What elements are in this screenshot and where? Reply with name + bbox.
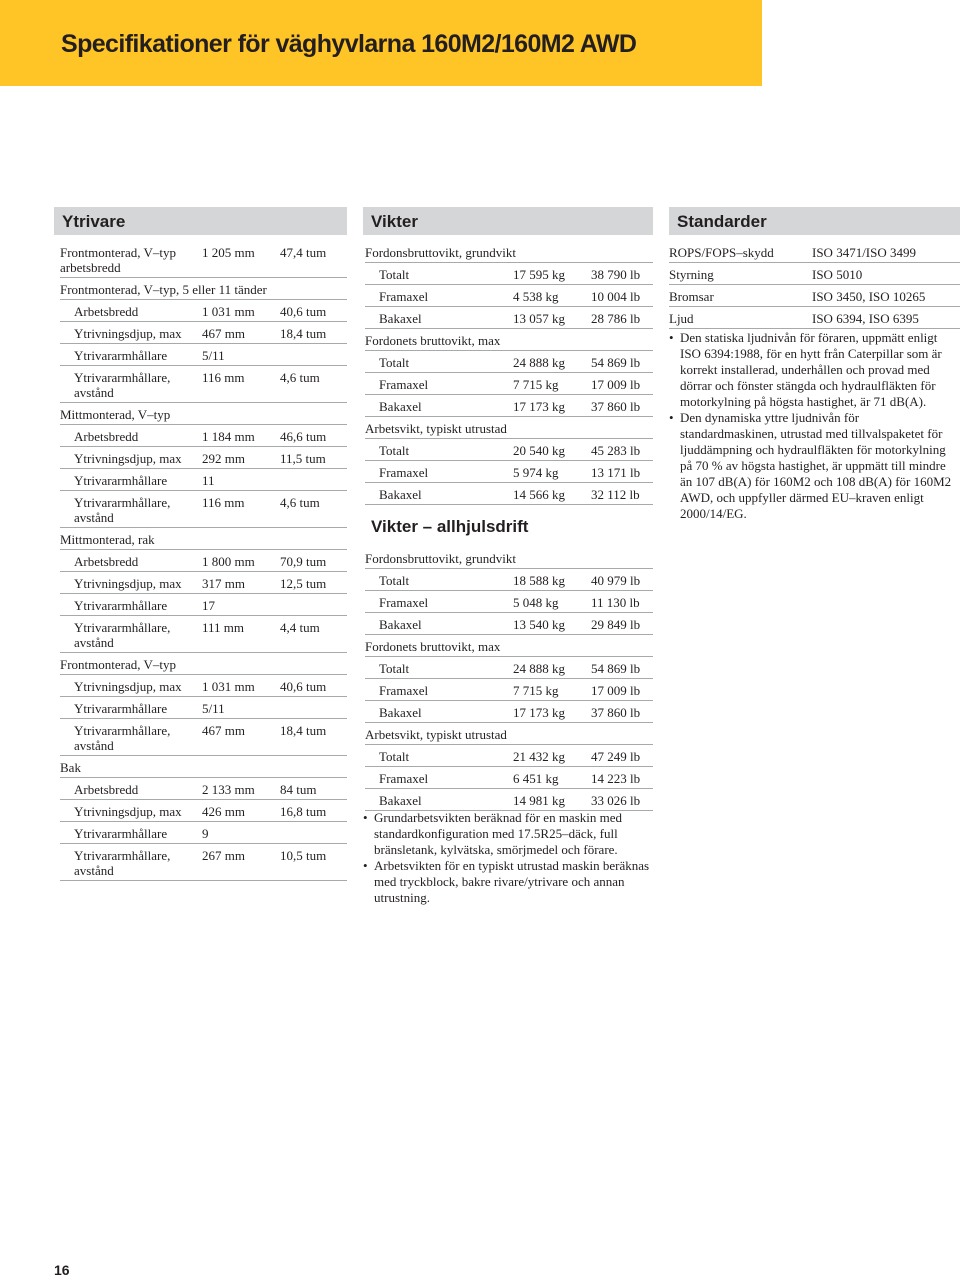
spec-value-metric: 20 540 kg xyxy=(513,443,565,458)
spec-value-metric: 14 981 kg xyxy=(513,793,565,808)
spec-label: Ytrivningsdjup, max xyxy=(74,679,182,694)
spec-value-metric: ISO 5010 xyxy=(812,267,863,282)
spec-label: Ytrivningsdjup, max xyxy=(74,326,182,341)
spec-row xyxy=(365,723,653,745)
spec-value-metric: 24 888 kg xyxy=(513,661,565,676)
spec-row xyxy=(365,373,653,395)
spec-row xyxy=(365,351,653,373)
spec-value-metric: 1 031 mm xyxy=(202,679,255,694)
spec-value-metric: ISO 3471/ISO 3499 xyxy=(812,245,917,260)
spec-row xyxy=(365,569,653,591)
spec-label: Framaxel xyxy=(379,683,429,698)
spec-row xyxy=(365,417,653,439)
spec-row xyxy=(365,285,653,307)
spec-value-metric: 5 048 kg xyxy=(513,595,559,610)
spec-row xyxy=(669,307,960,329)
spec-value-imperial: 54 869 lb xyxy=(591,355,641,370)
spec-value-metric: 11 xyxy=(202,473,215,488)
spec-row xyxy=(365,745,653,767)
spec-label: Frontmonterad, V–typ xyxy=(60,657,177,672)
spec-value-metric: 5/11 xyxy=(202,701,225,716)
spec-row xyxy=(60,756,347,778)
spec-row xyxy=(60,572,347,594)
spec-value-imperial: 47,4 tum xyxy=(280,245,327,260)
spec-row xyxy=(60,822,347,844)
spec-value-metric: 7 715 kg xyxy=(513,683,559,698)
spec-row xyxy=(60,278,347,300)
spec-row xyxy=(60,844,347,881)
spec-value-metric: 7 715 kg xyxy=(513,377,559,392)
spec-label: Fordonets bruttovikt, max xyxy=(365,333,501,348)
spec-row xyxy=(365,679,653,701)
spec-value-imperial: 14 223 lb xyxy=(591,771,641,786)
spec-label: Framaxel xyxy=(379,771,429,786)
spec-row xyxy=(365,307,653,329)
spec-label: Framaxel xyxy=(379,595,429,610)
spec-label: Framaxel xyxy=(379,465,429,480)
spec-value-metric: 17 173 kg xyxy=(513,399,565,414)
spec-value-metric: 467 mm xyxy=(202,326,245,341)
spec-value-metric: 467 mm xyxy=(202,723,245,738)
spec-value-metric: 292 mm xyxy=(202,451,245,466)
spec-label: Ytrivararmhållare, avstånd xyxy=(74,723,171,753)
spec-label: Arbetsbredd xyxy=(74,782,139,797)
spec-row xyxy=(60,469,347,491)
spec-value-metric: 5/11 xyxy=(202,348,225,363)
spec-label: Totalt xyxy=(379,661,410,676)
spec-row xyxy=(669,241,960,263)
spec-value-imperial: 13 171 lb xyxy=(591,465,641,480)
spec-value-imperial: 10,5 tum xyxy=(280,848,327,863)
spec-value-imperial: 10 004 lb xyxy=(591,289,641,304)
spec-value-metric: 13 540 kg xyxy=(513,617,565,632)
footnote: • Arbetsvikten för en typiskt utrustad maskin beräknas med tryckblock, bakre rivare/ytrivare och annan utrustning. xyxy=(363,858,653,906)
spec-value-imperial: 17 009 lb xyxy=(591,377,641,392)
spec-row xyxy=(669,285,960,307)
spec-value-imperial: 40,6 tum xyxy=(280,304,327,319)
vikter-awd-heading: Vikter – allhjulsdrift xyxy=(371,512,653,540)
spec-value-metric: 1 184 mm xyxy=(202,429,255,444)
spec-label: Ytrivararmhållare, avstånd xyxy=(74,495,171,525)
spec-label: Framaxel xyxy=(379,377,429,392)
spec-label: Ytrivningsdjup, max xyxy=(74,576,182,591)
spec-label: Bakaxel xyxy=(379,311,422,326)
spec-label: Bakaxel xyxy=(379,617,422,632)
spec-value-imperial: 17 009 lb xyxy=(591,683,641,698)
spec-value-imperial: 12,5 tum xyxy=(280,576,327,591)
spec-row xyxy=(60,653,347,675)
spec-row xyxy=(60,719,347,756)
spec-row xyxy=(365,591,653,613)
spec-row xyxy=(365,701,653,723)
spec-label: Totalt xyxy=(379,443,410,458)
spec-row xyxy=(365,263,653,285)
spec-value-imperial: 47 249 lb xyxy=(591,749,641,764)
spec-label: Fordonsbruttovikt, grundvikt xyxy=(365,245,516,260)
vikter-notes xyxy=(363,810,653,906)
spec-value-metric: 1 800 mm xyxy=(202,554,255,569)
spec-value-metric: 116 mm xyxy=(202,495,245,510)
page-number: 16 xyxy=(54,1262,70,1278)
spec-label: Mittmonterad, V–typ xyxy=(60,407,171,422)
spec-label: Frontmonterad, V–typ, 5 eller 11 tänder xyxy=(60,282,267,297)
title-banner xyxy=(0,0,762,86)
spec-value-metric: 317 mm xyxy=(202,576,245,591)
spec-row xyxy=(365,547,653,569)
spec-label: Bakaxel xyxy=(379,793,422,808)
spec-value-metric: 1 031 mm xyxy=(202,304,255,319)
spec-value-imperial: 4,4 tum xyxy=(280,620,320,635)
spec-label: Arbetsvikt, typiskt utrustad xyxy=(365,727,507,742)
spec-row xyxy=(60,344,347,366)
spec-label: Bakaxel xyxy=(379,705,422,720)
spec-label: Ytrivararmhållare xyxy=(74,826,168,841)
spec-label: Ytrivararmhållare, avstånd xyxy=(74,848,171,878)
spec-value-metric: 4 538 kg xyxy=(513,289,559,304)
spec-row xyxy=(60,528,347,550)
spec-row xyxy=(60,675,347,697)
footnote: • Grundarbetsvikten beräknad för en maskin med standardkonfiguration med 17.5R25–däck, full bränsletank, kylvätska, smörjmedel och förare. xyxy=(363,810,653,858)
spec-label: Totalt xyxy=(379,749,410,764)
spec-label: Fordonets bruttovikt, max xyxy=(365,639,501,654)
spec-label: Ytrivararmhållare xyxy=(74,473,168,488)
spec-value-imperial: 45 283 lb xyxy=(591,443,641,458)
spec-value-metric: 14 566 kg xyxy=(513,487,565,502)
spec-value-imperial: 70,9 tum xyxy=(280,554,327,569)
spec-label: Styrning xyxy=(669,267,714,282)
spec-row xyxy=(60,366,347,403)
standarder-notes xyxy=(669,330,959,522)
spec-value-metric: 13 057 kg xyxy=(513,311,565,326)
spec-label: Framaxel xyxy=(379,289,429,304)
spec-row xyxy=(60,491,347,528)
spec-row xyxy=(365,789,653,811)
ytrivare-table xyxy=(60,241,347,881)
spec-label: Totalt xyxy=(379,573,410,588)
spec-label: Arbetsbredd xyxy=(74,304,139,319)
spec-row xyxy=(60,616,347,653)
spec-value-metric: 111 mm xyxy=(202,620,245,635)
spec-value-imperial: 40 979 lb xyxy=(591,573,641,588)
spec-row xyxy=(365,483,653,505)
footnote: • Den dynamiska yttre ljudnivån för standardmaskinen, utrustad med tillvalspaketet för ljuddämpning och hydraulfläkten för motorkylning på 70 % av högsta hastighet, är uppmätt till mindre än 107 dB(A) för 160M2 och 108 dB(A) för 160M2 AWD, och uppfyller därmed EU–kraven enligt 2000/14/EG. xyxy=(669,410,959,522)
spec-row xyxy=(365,241,653,263)
spec-row xyxy=(365,329,653,351)
spec-value-imperial: 37 860 lb xyxy=(591,705,641,720)
spec-label: Frontmonterad, V–typ arbetsbredd xyxy=(60,245,177,275)
spec-value-metric: 17 595 kg xyxy=(513,267,565,282)
spec-row xyxy=(60,594,347,616)
spec-value-imperial: 11 130 lb xyxy=(591,595,640,610)
spec-value-imperial: 18,4 tum xyxy=(280,723,327,738)
spec-label: Totalt xyxy=(379,355,410,370)
spec-label: Ytrivararmhållare xyxy=(74,701,168,716)
spec-value-imperial: 28 786 lb xyxy=(591,311,641,326)
spec-value-metric: 9 xyxy=(202,826,209,841)
spec-value-metric: 21 432 kg xyxy=(513,749,565,764)
spec-value-metric: 267 mm xyxy=(202,848,245,863)
spec-value-imperial: 18,4 tum xyxy=(280,326,327,341)
spec-value-imperial: 37 860 lb xyxy=(591,399,641,414)
spec-row xyxy=(365,461,653,483)
spec-value-metric: ISO 3450, ISO 10265 xyxy=(812,289,926,304)
spec-row xyxy=(60,403,347,425)
spec-value-imperial: 46,6 tum xyxy=(280,429,327,444)
spec-value-metric: 24 888 kg xyxy=(513,355,565,370)
spec-label: Ytrivningsdjup, max xyxy=(74,804,182,819)
spec-row xyxy=(365,657,653,679)
spec-row xyxy=(365,635,653,657)
spec-value-imperial: 33 026 lb xyxy=(591,793,641,808)
spec-label: Ytrivararmhållare xyxy=(74,598,168,613)
spec-label: Ytrivararmhållare, avstånd xyxy=(74,620,171,650)
spec-row xyxy=(60,697,347,719)
spec-row xyxy=(365,395,653,417)
spec-value-metric: 116 mm xyxy=(202,370,245,385)
spec-label: Totalt xyxy=(379,267,410,282)
standarder-table xyxy=(669,241,960,329)
spec-label: Bak xyxy=(60,760,81,775)
spec-value-metric: 17 173 kg xyxy=(513,705,565,720)
spec-value-metric: 5 974 kg xyxy=(513,465,559,480)
spec-row xyxy=(60,241,347,278)
spec-value-imperial: 40,6 tum xyxy=(280,679,327,694)
spec-row xyxy=(60,447,347,469)
spec-value-metric: 1 205 mm xyxy=(202,245,255,260)
spec-row xyxy=(60,550,347,572)
standarder-heading: Standarder xyxy=(669,207,960,235)
spec-row xyxy=(60,425,347,447)
footnote: • Den statiska ljudnivån för föraren, uppmätt enligt ISO 6394:1988, för en hytt från Caterpillar som är korrekt installerad, underhållen och provad med dörrar och fönster stängda och hydraulfläkten för motorkylning på högsta hastighet, är 71 dB(A). xyxy=(669,330,959,410)
spec-label: Arbetsbredd xyxy=(74,429,139,444)
spec-label: Ytrivningsdjup, max xyxy=(74,451,182,466)
vikter-table xyxy=(365,241,653,505)
spec-label: ROPS/FOPS–skydd xyxy=(669,245,774,260)
spec-label: Ljud xyxy=(669,311,694,326)
spec-value-metric: 426 mm xyxy=(202,804,245,819)
spec-row xyxy=(669,263,960,285)
spec-row xyxy=(60,778,347,800)
spec-value-imperial: 4,6 tum xyxy=(280,370,320,385)
spec-value-imperial: 38 790 lb xyxy=(591,267,641,282)
spec-value-metric: ISO 6394, ISO 6395 xyxy=(812,311,919,326)
spec-value-imperial: 4,6 tum xyxy=(280,495,320,510)
spec-label: Bakaxel xyxy=(379,399,422,414)
spec-row xyxy=(365,767,653,789)
spec-label: Arbetsvikt, typiskt utrustad xyxy=(365,421,507,436)
spec-value-imperial: 29 849 lb xyxy=(591,617,641,632)
vikter-awd-table xyxy=(365,547,653,811)
vikter-heading: Vikter xyxy=(363,207,653,235)
spec-row xyxy=(365,613,653,635)
spec-value-imperial: 11,5 tum xyxy=(280,451,326,466)
spec-value-imperial: 84 tum xyxy=(280,782,317,797)
spec-value-metric: 6 451 kg xyxy=(513,771,559,786)
spec-value-imperial: 16,8 tum xyxy=(280,804,327,819)
spec-label: Mittmonterad, rak xyxy=(60,532,155,547)
spec-label: Ytrivararmhållare xyxy=(74,348,168,363)
spec-row xyxy=(60,800,347,822)
spec-label: Ytrivararmhållare, avstånd xyxy=(74,370,171,400)
spec-value-imperial: 54 869 lb xyxy=(591,661,641,676)
page-title: Specifikationer för väghyvlarna 160M2/160M2 AWD xyxy=(61,30,637,58)
spec-value-metric: 18 588 kg xyxy=(513,573,565,588)
ytrivare-heading: Ytrivare xyxy=(54,207,347,235)
spec-label: Bromsar xyxy=(669,289,714,304)
spec-label: Fordonsbruttovikt, grundvikt xyxy=(365,551,516,566)
spec-value-metric: 17 xyxy=(202,598,215,613)
spec-label: Bakaxel xyxy=(379,487,422,502)
spec-label: Arbetsbredd xyxy=(74,554,139,569)
spec-row xyxy=(60,300,347,322)
spec-value-imperial: 32 112 lb xyxy=(591,487,640,502)
spec-row xyxy=(365,439,653,461)
spec-row xyxy=(60,322,347,344)
spec-value-metric: 2 133 mm xyxy=(202,782,255,797)
